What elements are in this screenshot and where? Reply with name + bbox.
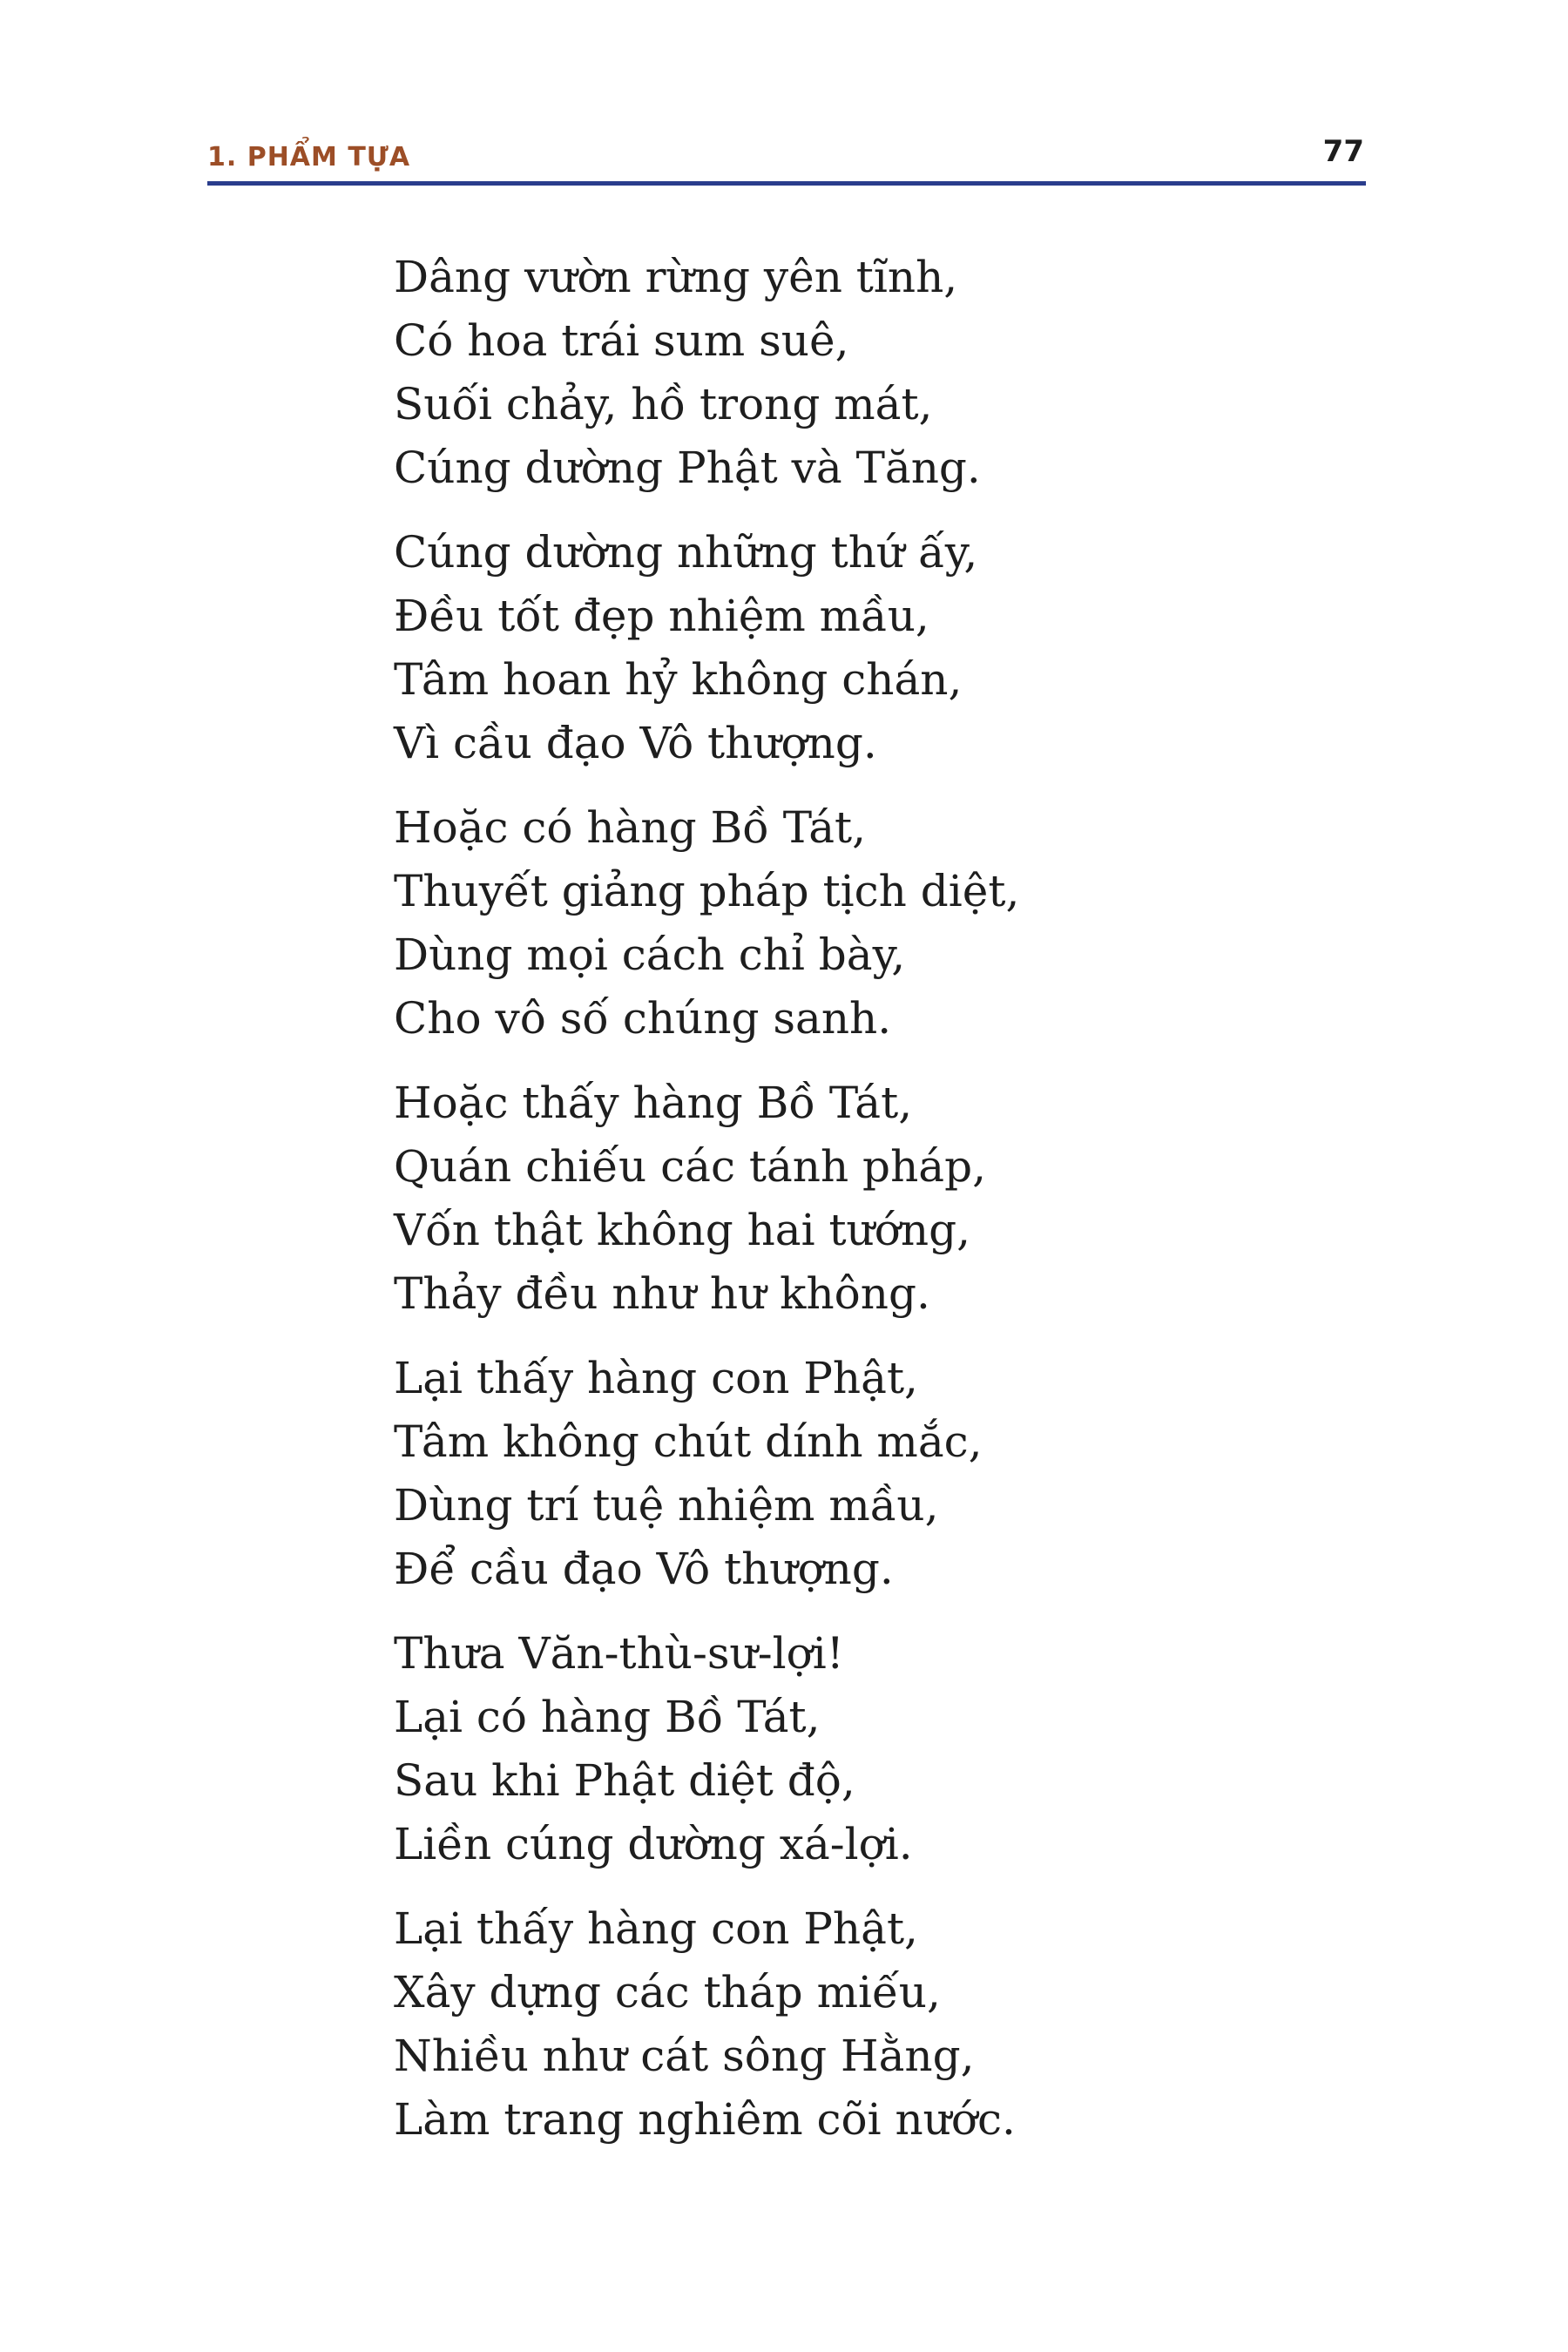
poem-line: Lại thấy hàng con Phật, (394, 1903, 918, 1954)
poem-line: Cúng dường những thứ ấy, (394, 527, 978, 578)
stanza-3 (394, 796, 1019, 1051)
poem-line: Lại thấy hàng con Phật, (394, 1353, 918, 1403)
poem-line: Nhiều như cát sông Hằng, (394, 2031, 975, 2081)
stanza-5 (394, 1347, 1019, 1601)
poem-line: Hoặc có hàng Bồ Tát, (394, 802, 867, 853)
poem-line: Dùng trí tuệ nhiệm mầu, (394, 1480, 939, 1531)
stanza-4 (394, 1071, 1019, 1326)
poem-line: Lại có hàng Bồ Tát, (394, 1692, 821, 1742)
poem-line: Sau khi Phật diệt độ, (394, 1755, 855, 1806)
poem-line: Vì cầu đạo Vô thượng. (394, 718, 877, 768)
stanza-6 (394, 1622, 1019, 1876)
poem-line: Xây dựng các tháp miếu, (394, 1967, 941, 2017)
poem-line: Liền cúng dường xá-lợi. (394, 1819, 913, 1869)
poem-line: Quán chiếu các tánh pháp, (394, 1141, 986, 1192)
poem (394, 246, 1019, 2173)
stanza-1 (394, 246, 1019, 500)
stanza-2 (394, 521, 1019, 775)
poem-line: Để cầu đạo Vô thượng. (394, 1544, 894, 1594)
poem-line: Tâm hoan hỷ không chán, (394, 654, 963, 705)
poem-line: Thưa Văn-thù-sư-lợi! (394, 1628, 844, 1679)
poem-line: Thảy đều như hư không. (394, 1268, 930, 1319)
poem-line: Làm trang nghiêm cõi nước. (394, 2094, 1016, 2145)
stanza-7 (394, 1897, 1019, 2152)
poem-line: Suối chảy, hồ trong mát, (394, 379, 933, 429)
poem-line: Đều tốt đẹp nhiệm mầu, (394, 591, 929, 641)
poem-line: Cho vô số chúng sanh. (394, 993, 892, 1044)
chapter-title: 1. PHẨM TỰA (207, 142, 411, 172)
page-number: 77 (1322, 134, 1364, 169)
running-header (207, 122, 1366, 186)
poem-line: Vốn thật không hai tướng, (394, 1205, 970, 1255)
poem-line: Thuyết giảng pháp tịch diệt, (394, 866, 1020, 916)
poem-line: Dâng vườn rừng yên tĩnh, (394, 252, 958, 302)
poem-line: Có hoa trái sum suê, (394, 315, 849, 366)
poem-line: Tâm không chút dính mắc, (394, 1416, 983, 1467)
poem-line: Cúng dường Phật và Tăng. (394, 443, 981, 493)
poem-line: Hoặc thấy hàng Bồ Tát, (394, 1078, 913, 1128)
poem-line: Dùng mọi cách chỉ bày, (394, 929, 906, 980)
